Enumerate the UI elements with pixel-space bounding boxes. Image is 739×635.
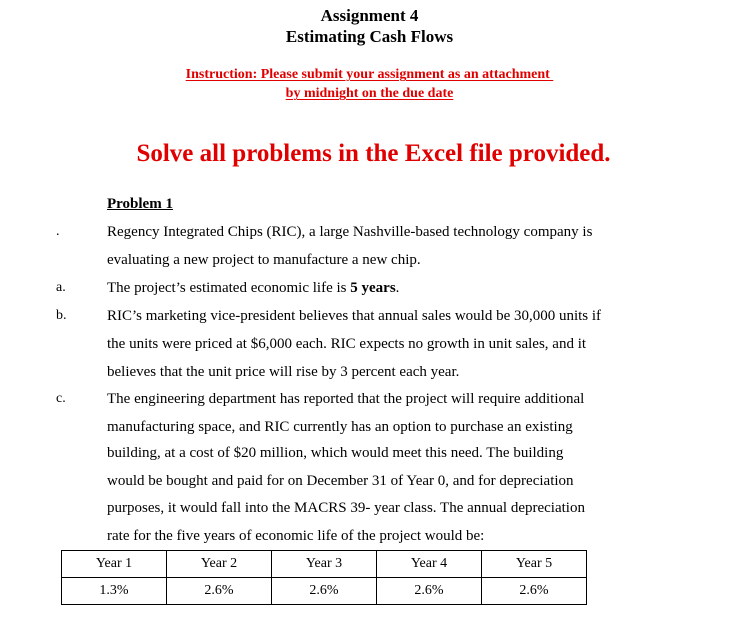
table-cell: 2.6% <box>377 578 482 605</box>
item-a-bold: 5 years <box>350 280 396 296</box>
table-cell: 2.6% <box>482 578 587 605</box>
table-row <box>62 578 587 605</box>
item-b-line-3: believes that the unit price will rise by 3 percent each year. <box>107 364 460 380</box>
table-header-row <box>62 551 587 578</box>
item-b-marker: b. <box>56 308 67 323</box>
item-c-marker: c. <box>56 391 66 406</box>
item-a-text: The project’s estimated economic life is 5 years. <box>107 280 400 296</box>
assignment-subtitle: Estimating Cash Flows <box>285 27 454 46</box>
item-c-line-2: manufacturing space, and RIC currently has an option to purchase an existing <box>107 419 573 435</box>
table-cell: 2.6% <box>272 578 377 605</box>
table-header-cell: Year 2 <box>167 551 272 578</box>
item-b-line-1: RIC’s marketing vice-president believes that annual sales would be 30,000 units if <box>107 308 602 324</box>
instruction-line-2: by midnight on the due date <box>285 86 454 101</box>
table-cell: 2.6% <box>167 578 272 605</box>
intro-line-2: evaluating a new project to manufacture a new chip. <box>107 252 421 268</box>
intro-marker: . <box>56 224 60 239</box>
table-cell: 1.3% <box>62 578 167 605</box>
intro-line-1: Regency Integrated Chips (RIC), a large Nashville-based technology company is <box>107 224 593 240</box>
table-header-cell: Year 3 <box>272 551 377 578</box>
item-c-line-6: rate for the five years of economic life of the project would be: <box>107 528 485 544</box>
depreciation-rate-table <box>61 550 587 605</box>
solve-note: Solve all problems in the Excel file provided. <box>136 140 611 167</box>
item-c-line-5: purposes, it would fall into the MACRS 39- year class. The annual depreciation <box>107 500 585 516</box>
table-header-cell: Year 1 <box>62 551 167 578</box>
item-c-line-1: The engineering department has reported that the project will require additional <box>107 391 585 407</box>
table-header-cell: Year 5 <box>482 551 587 578</box>
item-c-line-3: building, at a cost of $20 million, which would meet this need. The building <box>107 445 564 461</box>
instruction-line-1: Instruction: Please submit your assignment as an attachment <box>185 67 554 82</box>
item-b-line-2: the units were priced at $6,000 each. RIC expects no growth in unit sales, and it <box>107 336 587 352</box>
item-a-marker: a. <box>56 280 66 295</box>
table-header-cell: Year 4 <box>377 551 482 578</box>
item-c-line-4: would be bought and paid for on December 31 of Year 0, and for depreciation <box>107 473 574 489</box>
assignment-title: Assignment 4 <box>320 6 419 25</box>
problem-heading: Problem 1 <box>107 196 173 212</box>
